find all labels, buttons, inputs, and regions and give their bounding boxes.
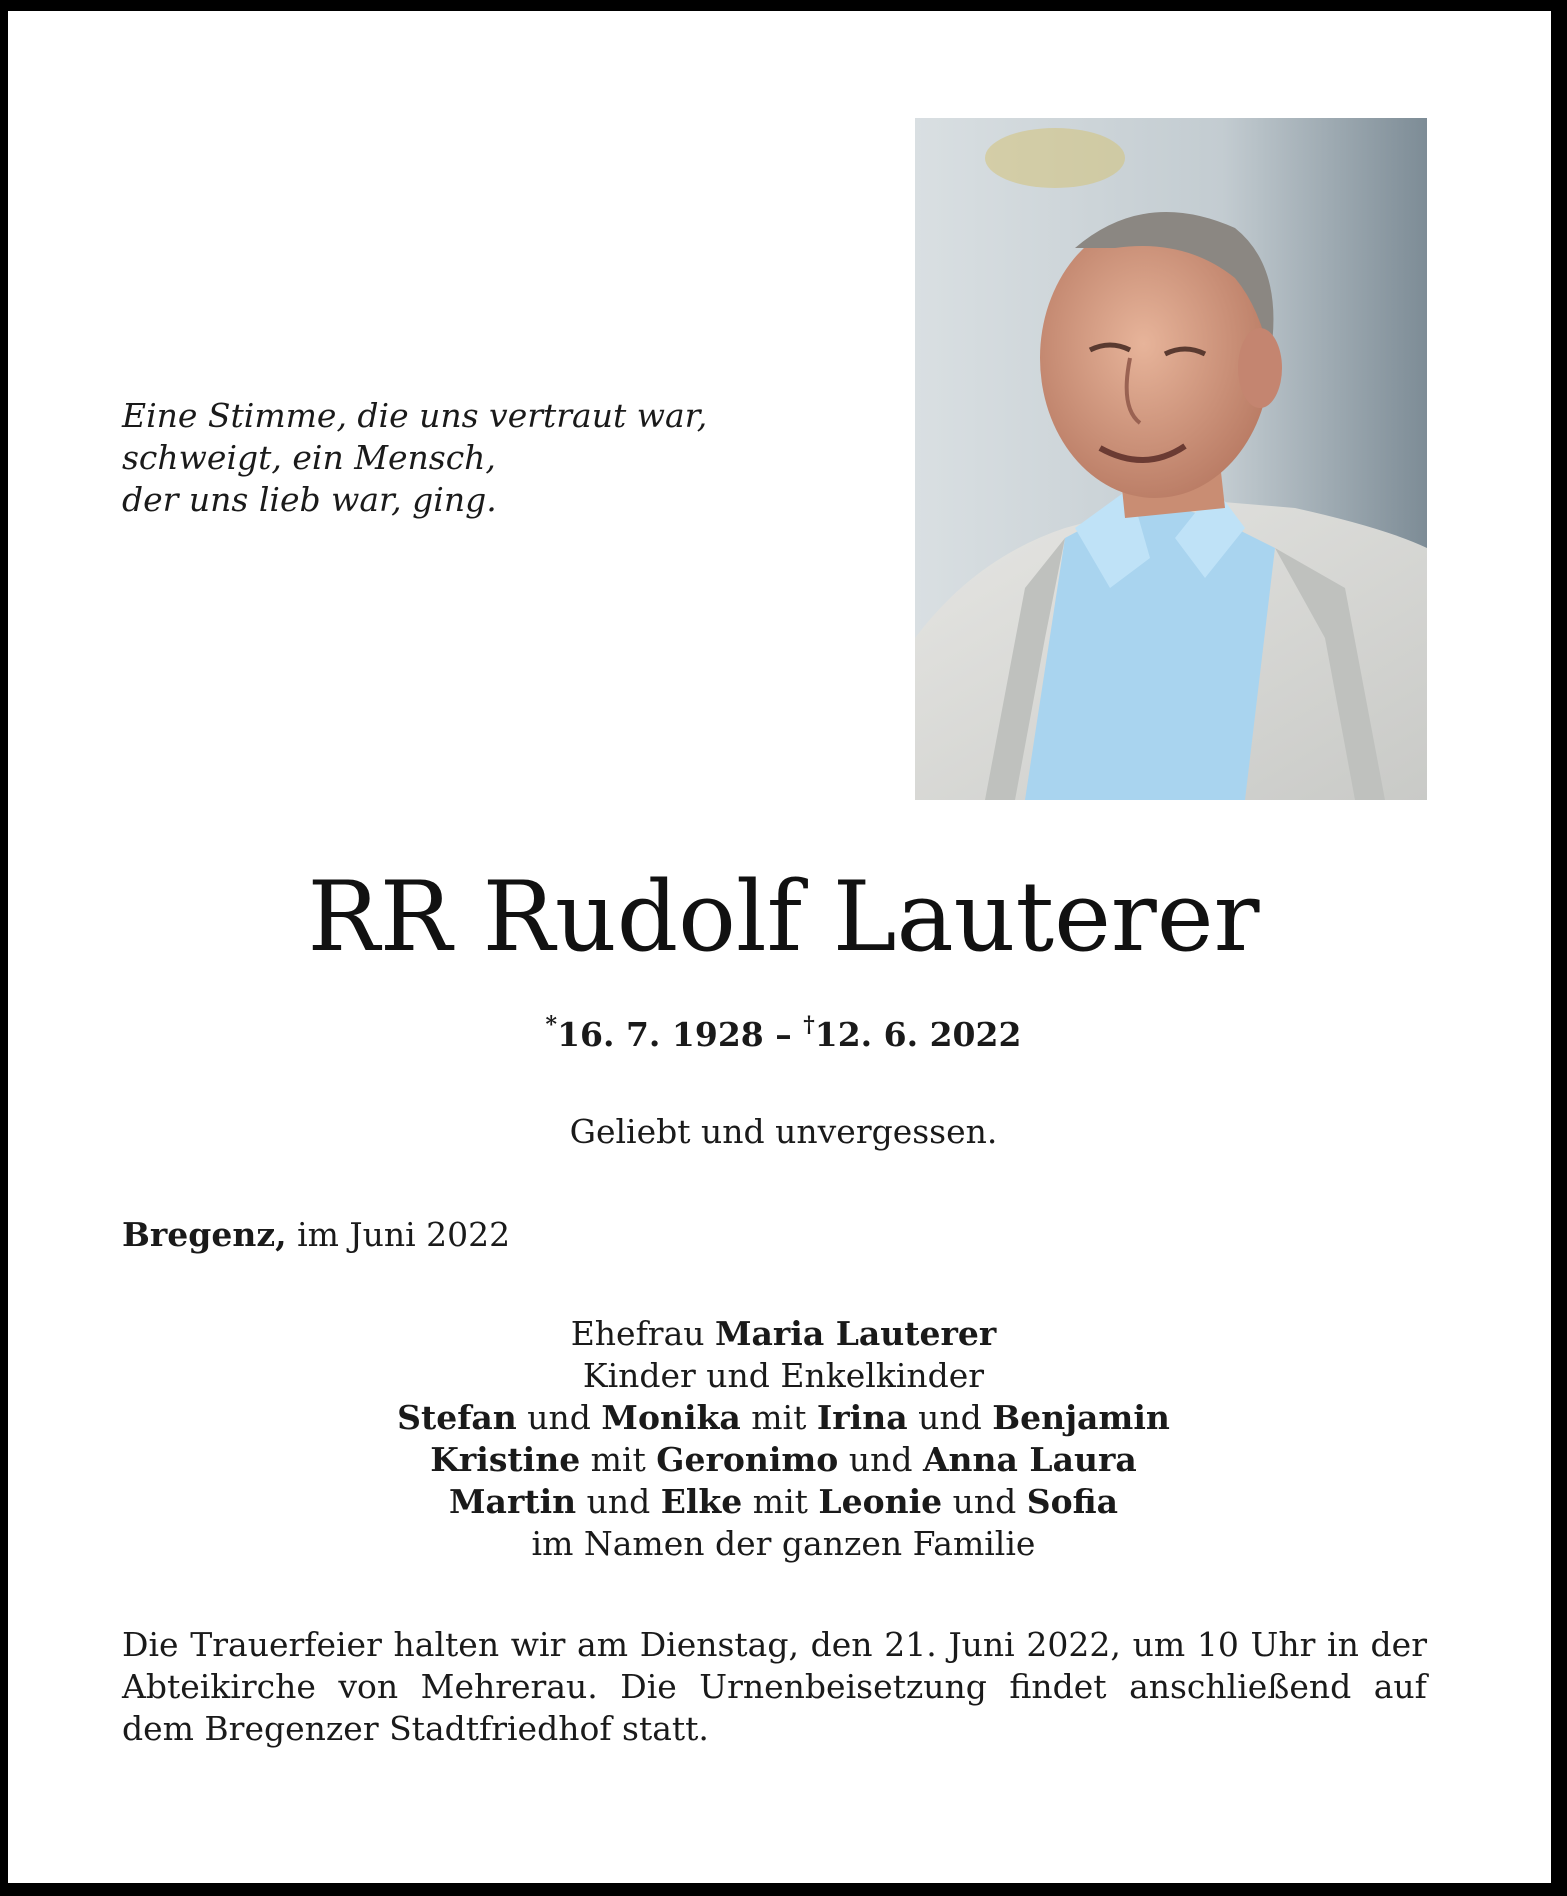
connector-text: mit xyxy=(580,1440,657,1479)
notice-word: Uhr xyxy=(1250,1625,1316,1664)
connector-text: und xyxy=(838,1440,923,1479)
birth-symbol: * xyxy=(545,1012,558,1038)
death-symbol: † xyxy=(803,1012,815,1038)
notice-word: den xyxy=(810,1625,873,1664)
family-member-name: Kristine xyxy=(430,1440,581,1479)
spouse-name: Maria Lauterer xyxy=(714,1314,997,1353)
notice-word: findet xyxy=(1009,1667,1107,1706)
spouse-label: Ehefrau xyxy=(570,1314,715,1353)
notice-word: wir xyxy=(510,1625,566,1664)
place-date: im Juni 2022 xyxy=(286,1215,511,1254)
notice-word: anschließend xyxy=(1129,1667,1352,1706)
quote-line-2: schweigt, ein Mensch, xyxy=(122,438,496,477)
notice-line-3: dem Bregenzer Stadtfriedhof statt. xyxy=(122,1709,709,1748)
deceased-name: RR Rudolf Lauterer xyxy=(307,861,1260,973)
connector-text: und xyxy=(942,1482,1027,1521)
mourners-line-4 xyxy=(0,1439,1567,1481)
notice-line-1 xyxy=(122,1624,1427,1666)
notice-word: auf xyxy=(1373,1667,1427,1706)
notice-word: in xyxy=(1327,1625,1359,1664)
life-dates xyxy=(0,1005,1567,1057)
notice-word: halten xyxy=(393,1625,500,1664)
portrait-illustration xyxy=(915,118,1427,800)
place-and-date xyxy=(122,1213,510,1257)
notice-word: 2022, xyxy=(1026,1625,1121,1664)
notice-word: Mehrerau. xyxy=(420,1667,598,1706)
notice-word: Juni xyxy=(948,1625,1015,1664)
family-member-name: Benjamin xyxy=(992,1398,1170,1437)
mourners-list xyxy=(0,1313,1567,1565)
mourners-line-3 xyxy=(0,1397,1567,1439)
mourners-line-5 xyxy=(0,1481,1567,1523)
mourners-line-1 xyxy=(0,1313,1567,1355)
family-member-name: Irina xyxy=(816,1398,908,1437)
notice-word: Abteikirche xyxy=(122,1667,316,1706)
notice-word: am xyxy=(577,1625,628,1664)
family-member-name: Martin xyxy=(449,1482,577,1521)
family-member-name: Sofia xyxy=(1026,1482,1118,1521)
family-member-name: Stefan xyxy=(397,1398,517,1437)
quote-line-1: Eine Stimme, die uns vertraut war, xyxy=(122,396,708,435)
mourners-line-6: im Namen der ganzen Familie xyxy=(531,1524,1036,1563)
notice-word: der xyxy=(1370,1625,1427,1664)
notice-word: von xyxy=(338,1667,399,1706)
memorial-quote xyxy=(122,395,742,521)
connector-text: und xyxy=(907,1398,993,1437)
notice-word: Die xyxy=(620,1667,677,1706)
connector-text: mit xyxy=(742,1482,819,1521)
connector-text: und xyxy=(576,1482,661,1521)
notice-word: 21. xyxy=(884,1625,937,1664)
mourners-line-2: Kinder und Enkelkinder xyxy=(582,1356,985,1395)
notice-word: Trauerfeier xyxy=(190,1625,382,1664)
notice-word: Dienstag, xyxy=(639,1625,799,1664)
date-separator: – xyxy=(763,1015,804,1054)
motto: Geliebt und unvergessen. xyxy=(569,1112,998,1151)
connector-text: mit xyxy=(740,1398,817,1437)
notice-word: um xyxy=(1132,1625,1186,1664)
notice-word: 10 xyxy=(1196,1625,1239,1664)
notice-line-2 xyxy=(122,1666,1427,1708)
funeral-notice xyxy=(122,1624,1427,1750)
family-member-name: Elke xyxy=(660,1482,743,1521)
death-date: 12. 6. 2022 xyxy=(814,1015,1022,1054)
portrait-photo xyxy=(915,118,1427,800)
family-member-name: Monika xyxy=(601,1398,741,1437)
birth-date: 16. 7. 1928 xyxy=(557,1015,764,1054)
notice-word: Die xyxy=(122,1625,179,1664)
family-member-name: Anna Laura xyxy=(922,1440,1137,1479)
family-member-name: Geronimo xyxy=(656,1440,839,1479)
quote-line-3: der uns lieb war, ging. xyxy=(122,480,497,519)
notice-word: Urnenbeisetzung xyxy=(699,1667,987,1706)
family-member-name: Leonie xyxy=(818,1482,943,1521)
place-city: Bregenz, xyxy=(122,1215,287,1254)
connector-text: und xyxy=(516,1398,602,1437)
